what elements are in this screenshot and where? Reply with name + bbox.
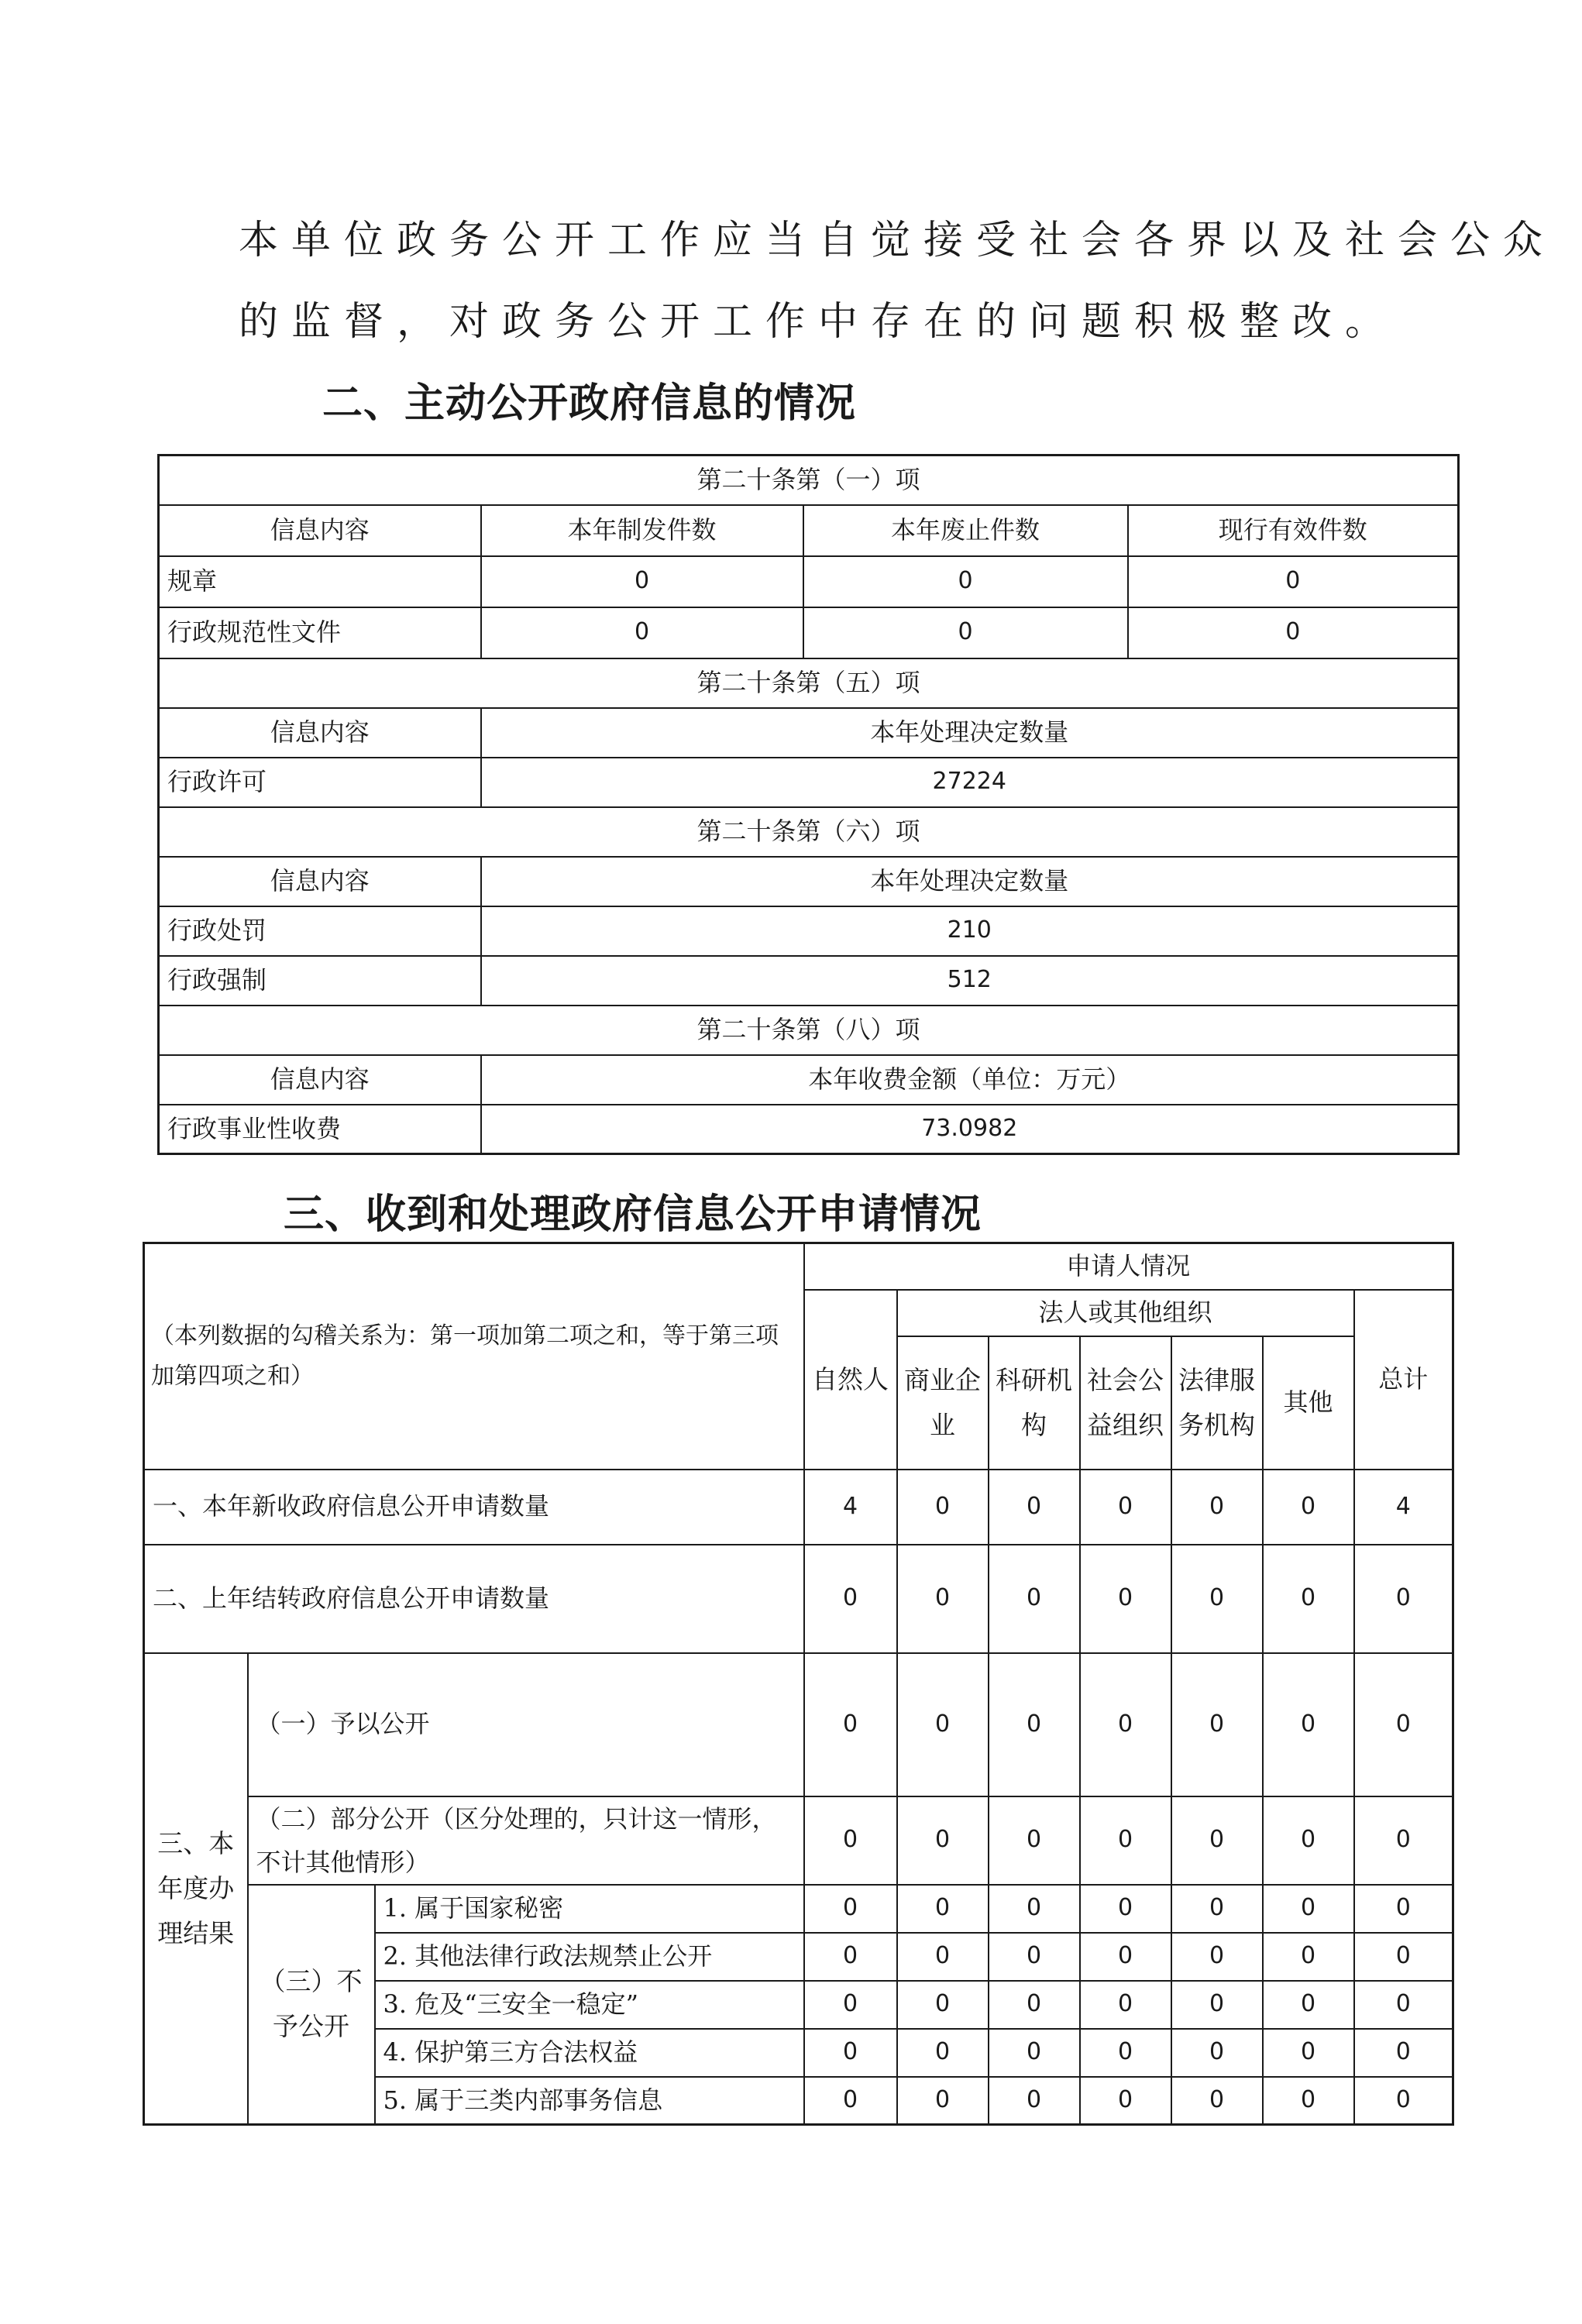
cell-value: 0	[1354, 1796, 1453, 1885]
cell-value: 0	[804, 2029, 897, 2077]
cell-value: 0	[1171, 2029, 1263, 2077]
header-natural-person: 自然人	[804, 1290, 897, 1470]
cell-value: 0	[1080, 1470, 1171, 1545]
cell-value: 0	[1171, 2077, 1263, 2125]
header-other: 其他	[1263, 1336, 1354, 1470]
cell-value: 0	[989, 1981, 1080, 2029]
cell-value: 0	[1128, 556, 1459, 607]
row-label: 2. 其他法律行政法规禁止公开	[375, 1933, 804, 1981]
cell-value: 0	[897, 1933, 989, 1981]
cell-value: 4	[804, 1470, 897, 1545]
intro-line-1: 本单位政务公开工作应当自觉接受社会各界以及社会公众	[239, 218, 1556, 263]
cell-value: 0	[897, 2029, 989, 2077]
cell-value: 0	[989, 2077, 1080, 2125]
section3-title: 三、收到和处理政府信息公开申请情况	[284, 1191, 982, 1238]
cell-value: 0	[1354, 2077, 1453, 2125]
cell-value: 0	[989, 1653, 1080, 1796]
reconciliation-note: （本列数据的勾稽关系为：第一项加第二项之和，等于第三项加第四项之和）	[144, 1243, 804, 1470]
cell-value: 0	[1263, 2077, 1354, 2125]
cell-value: 0	[1354, 2029, 1453, 2077]
cell-value: 0	[897, 1470, 989, 1545]
cell-value: 210	[481, 906, 1459, 956]
cell-value: 0	[804, 2077, 897, 2125]
table-row	[159, 607, 1459, 658]
cell-value: 0	[897, 2077, 989, 2125]
cell-value: 0	[1263, 1885, 1354, 1933]
cell-value: 0	[1080, 1933, 1171, 1981]
cell-value: 0	[1080, 1653, 1171, 1796]
cell-value: 0	[804, 1885, 897, 1933]
table-row	[144, 1653, 1453, 1796]
cell-value: 0	[804, 1981, 897, 2029]
cell-value: 0	[481, 607, 803, 658]
cell-value: 0	[1263, 1545, 1354, 1653]
cell-value: 0	[803, 556, 1128, 607]
cell-value: 27224	[481, 758, 1459, 807]
cell-value: 0	[1171, 1545, 1263, 1653]
row-label: 行政强制	[159, 956, 481, 1006]
header-abolished-count: 本年废止件数	[803, 505, 1128, 556]
cell-value: 0	[1263, 1470, 1354, 1545]
cell-value: 0	[1171, 1981, 1263, 2029]
cell-value: 0	[1080, 1981, 1171, 2029]
row-label: 规章	[159, 556, 481, 607]
cell-value: 0	[897, 1545, 989, 1653]
table-row	[159, 906, 1459, 956]
cell-value: 0	[1171, 1885, 1263, 1933]
group3-label: 三、本年度办理结果	[144, 1653, 248, 2125]
cell-value: 0	[1171, 1470, 1263, 1545]
row-label: 1. 属于国家秘密	[375, 1885, 804, 1933]
cell-value: 0	[1354, 1885, 1453, 1933]
row-label: 行政处罚	[159, 906, 481, 956]
cell-value: 0	[1080, 1796, 1171, 1885]
section2-title: 二、主动公开政府信息的情况	[322, 380, 857, 427]
cell-value: 0	[989, 1796, 1080, 1885]
row-label: 5. 属于三类内部事务信息	[375, 2077, 804, 2125]
cell-value: 0	[1263, 1981, 1354, 2029]
cell-value: 0	[989, 1470, 1080, 1545]
cell-value: 0	[1080, 2077, 1171, 2125]
header-valid-count: 现行有效件数	[1128, 505, 1459, 556]
row-label: 行政许可	[159, 758, 481, 807]
cell-value: 0	[897, 1981, 989, 2029]
article-5-heading: 第二十条第（五）项	[159, 658, 1459, 708]
cell-value: 512	[481, 956, 1459, 1006]
row-label: 3. 危及“三安全一稳定”	[375, 1981, 804, 2029]
proactive-disclosure-table	[157, 454, 1460, 1155]
cell-value: 0	[1263, 1933, 1354, 1981]
cell-value: 0	[1080, 1545, 1171, 1653]
table-row	[144, 1796, 1453, 1885]
intro-line-2: 的监督，对政务公开工作中存在的问题积极整改。	[239, 299, 1398, 345]
cell-value: 73.0982	[481, 1105, 1459, 1154]
header-decision-count: 本年处理决定数量	[481, 708, 1459, 758]
header-legal-service: 法律服务机构	[1171, 1336, 1263, 1470]
row-label: 4. 保护第三方合法权益	[375, 2029, 804, 2077]
header-info-content: 信息内容	[159, 857, 481, 906]
cell-value: 0	[989, 1545, 1080, 1653]
cell-value: 0	[989, 1885, 1080, 1933]
sub3-label: （三）不予公开	[248, 1885, 375, 2125]
cell-value: 0	[1354, 1981, 1453, 2029]
header-info-content: 信息内容	[159, 708, 481, 758]
table-row	[159, 556, 1459, 607]
cell-value: 0	[1171, 1796, 1263, 1885]
cell-value: 0	[1263, 2029, 1354, 2077]
cell-value: 0	[1263, 1653, 1354, 1796]
cell-value: 0	[804, 1933, 897, 1981]
table-row	[144, 1885, 1453, 1933]
header-issued-count: 本年制发件数	[481, 505, 803, 556]
cell-value: 0	[897, 1653, 989, 1796]
cell-value: 0	[897, 1885, 989, 1933]
cell-value: 0	[989, 2029, 1080, 2077]
cell-value: 0	[481, 556, 803, 607]
table-row	[144, 1470, 1453, 1545]
header-research: 科研机构	[989, 1336, 1080, 1470]
row-label: （二）部分公开（区分处理的，只计这一情形，不计其他情形）	[248, 1796, 804, 1885]
table-row	[159, 1105, 1459, 1154]
cell-value: 0	[1128, 607, 1459, 658]
table-row	[144, 1545, 1453, 1653]
cell-value: 4	[1354, 1470, 1453, 1545]
cell-value: 0	[1354, 1933, 1453, 1981]
row-label: 二、上年结转政府信息公开申请数量	[144, 1545, 804, 1653]
header-public-welfare: 社会公益组织	[1080, 1336, 1171, 1470]
header-commercial: 商业企业	[897, 1336, 989, 1470]
article-6-heading: 第二十条第（六）项	[159, 807, 1459, 857]
row-label: 一、本年新收政府信息公开申请数量	[144, 1470, 804, 1545]
header-decision-count: 本年处理决定数量	[481, 857, 1459, 906]
table-row	[159, 758, 1459, 807]
cell-value: 0	[1263, 1796, 1354, 1885]
header-legal-entity: 法人或其他组织	[897, 1290, 1354, 1336]
cell-value: 0	[804, 1796, 897, 1885]
article-8-heading: 第二十条第（八）项	[159, 1006, 1459, 1055]
cell-value: 0	[1080, 1885, 1171, 1933]
application-handling-table	[143, 1242, 1454, 2126]
cell-value: 0	[804, 1653, 897, 1796]
cell-value: 0	[1171, 1653, 1263, 1796]
cell-value: 0	[804, 1545, 897, 1653]
header-total: 总计	[1354, 1290, 1453, 1470]
cell-value: 0	[1354, 1653, 1453, 1796]
cell-value: 0	[897, 1796, 989, 1885]
row-label: 行政规范性文件	[159, 607, 481, 658]
row-label: （一）予以公开	[248, 1653, 804, 1796]
cell-value: 0	[1080, 2029, 1171, 2077]
cell-value: 0	[803, 607, 1128, 658]
row-label: 行政事业性收费	[159, 1105, 481, 1154]
cell-value: 0	[989, 1933, 1080, 1981]
header-applicant: 申请人情况	[804, 1243, 1453, 1290]
cell-value: 0	[1354, 1545, 1453, 1653]
header-info-content: 信息内容	[159, 505, 481, 556]
article-1-heading: 第二十条第（一）项	[159, 456, 1459, 505]
header-info-content: 信息内容	[159, 1055, 481, 1105]
table-row	[159, 956, 1459, 1006]
header-fee-amount: 本年收费金额（单位：万元）	[481, 1055, 1459, 1105]
cell-value: 0	[1171, 1933, 1263, 1981]
